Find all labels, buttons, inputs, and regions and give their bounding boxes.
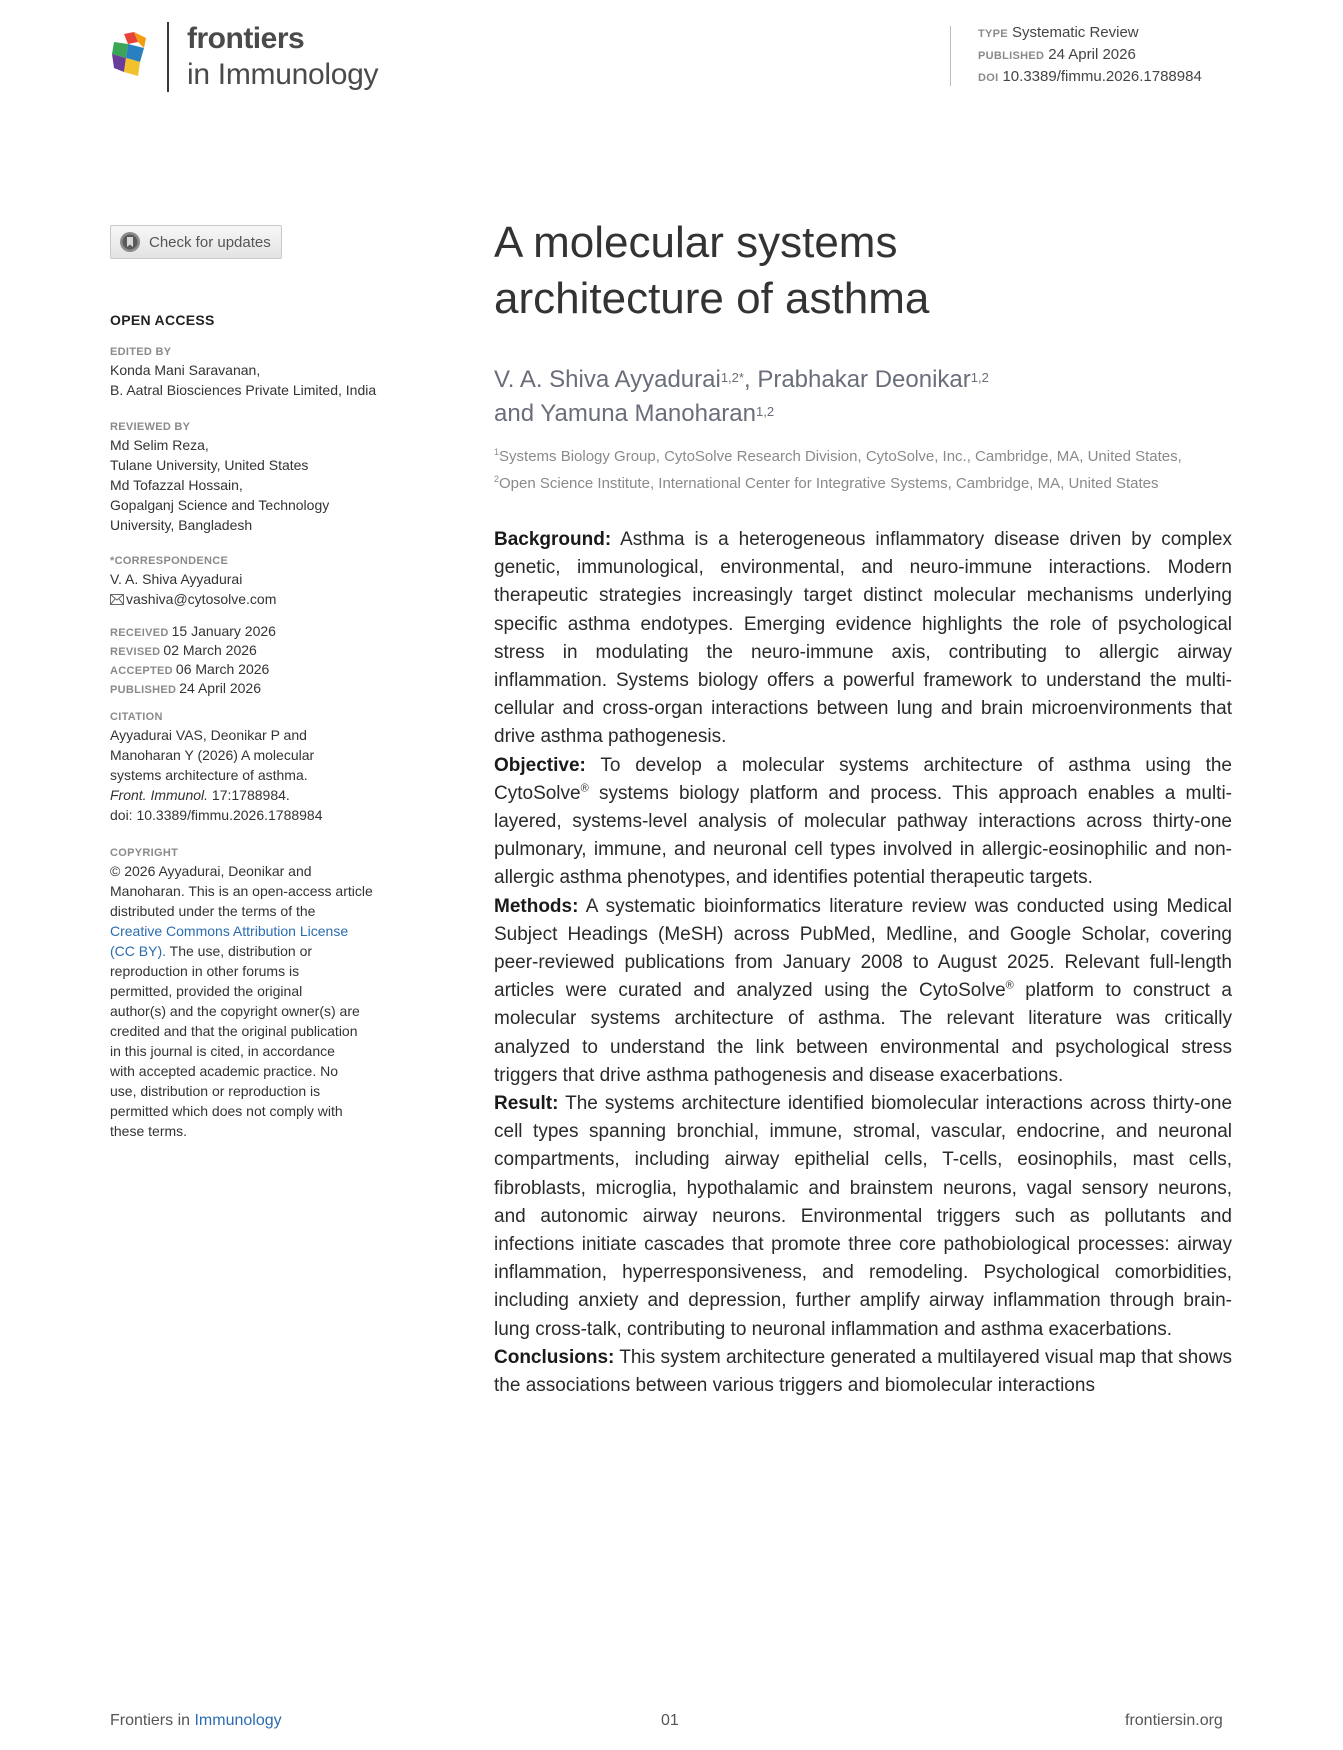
- meta-doi[interactable]: DOI 10.3389/fimmu.2026.1788984: [978, 68, 1202, 85]
- mail-icon: [110, 594, 124, 605]
- meta-type: TYPE Systematic Review: [978, 24, 1139, 41]
- reviewer-line: University, Bangladesh: [110, 517, 253, 533]
- copyright-section: COPYRIGHT © 2026 Ayyadurai, Deonikar and Manoharan. This is an open-access article distributed under the terms of the Creative Commons Attribution License (CC BY). The use, distribution or reproduction in other forums is permitted, provided the original author(s) and the copyright owner(s) are credited and that the original publication in this journal is cited, in accordance with accepted academic practice. No use, distribution or reproduction is permitted which does not comply with these terms.: [110, 845, 430, 1141]
- date-received: RECEIVED 15 January 2026: [110, 623, 276, 639]
- abstract: [494, 526, 1232, 1400]
- reviewer-line: Tulane University, United States: [110, 457, 309, 473]
- open-access-label: OPEN ACCESS: [110, 312, 215, 328]
- citation-section: [110, 709, 430, 825]
- edited-by-section: [110, 344, 430, 400]
- check-updates-label: Check for updates: [149, 233, 271, 251]
- reviewer-line: Gopalganj Science and Technology: [110, 497, 330, 513]
- footer-journal: Frontiers in Immunology: [110, 1712, 282, 1729]
- date-revised: REVISED 02 March 2026: [110, 642, 257, 658]
- affiliations: [494, 441, 1254, 495]
- author-name: and Yamuna Manoharan: [494, 400, 756, 427]
- author-name: Prabhakar Deonikar: [757, 366, 971, 393]
- citation-line: Ayyadurai VAS, Deonikar P and: [110, 727, 307, 743]
- citation-line: Manoharan Y (2026) A molecular: [110, 747, 315, 763]
- footer-site-link[interactable]: frontiersin.org: [1125, 1712, 1223, 1729]
- abstract-background: Background: Asthma is a heterogeneous inflammatory disease driven by complex genetic, immunological, environmental, and neuro-immune interactions. Modern therapeutic strategies increasingly target distinct molecular mechanisms underlying specific asthma endotypes. Emerging evidence highlights the role of psychological stress in modulating the neuro-immune axis, contributing to allergic airway inflammation. Systems biology offers a powerful framework to understand the multi-cellular and cross-organ interactions between lung and brain microenvironments that drive asthma pathogenesis.: [494, 529, 1232, 748]
- copyright-label: COPYRIGHT: [110, 847, 179, 859]
- edited-by-label: EDITED BY: [110, 346, 172, 358]
- correspondence-name: V. A. Shiva Ayyadurai: [110, 571, 243, 587]
- reviewed-by-label: REVIEWED BY: [110, 421, 191, 433]
- abstract-result: Result: The systems architecture identified biomolecular interactions across thirty-one cell types spanning bronchial, immune, stromal, vascular, endocrine, and neuronal compartments, including airway epithelial cells, T-cells, eosinophils, mast cells, fibroblasts, microglia, hypothalamic and brainstem neurons, vagal sensory neurons, and autonomic airway neurons. Environmental triggers such as pollutants and infections initiate cascades that promote three core pathobiological processes: airway inflammation, hyperresponsiveness, and remodeling. Psychological comorbidities, including anxiety and depression, further amplify airway inflammation through brain-lung cross-talk, contributing to neuronal inflammation and asthma exacerbations.: [494, 1093, 1233, 1340]
- citation-journal-line: Front. Immunol. 17:1788984.: [110, 787, 290, 803]
- affiliation: $^1$Systems Biology Group, CytoSolve Research Division, CytoSolve, Inc., Cambridge, MA, United States,: [494, 447, 1182, 465]
- meta-published: PUBLISHED 24 April 2026: [978, 46, 1136, 63]
- article-title: A molecular systems architecture of asthma: [494, 218, 930, 323]
- author-list: V. A. Shiva Ayyadurai$^{1,2*}$, Prabhakar Deonikar$^{1,2}$ and Yamuna Manoharan$^{1,2}$: [494, 366, 989, 427]
- date-published: PUBLISHED 24 April 2026: [110, 680, 261, 696]
- author-name: V. A. Shiva Ayyadurai: [494, 366, 721, 393]
- frontiers-logo: [110, 32, 150, 80]
- cc-by-link[interactable]: (CC BY).: [110, 943, 166, 959]
- meta-divider: [950, 26, 951, 86]
- date-accepted: ACCEPTED 06 March 2026: [110, 661, 270, 677]
- citation-line: systems architecture of asthma.: [110, 767, 308, 783]
- correspondence-section: [110, 553, 430, 609]
- brand-name: frontiers: [187, 22, 305, 55]
- citation-label: CITATION: [110, 711, 163, 723]
- correspondence-email[interactable]: vashiva@cytosolve.com: [110, 589, 430, 609]
- citation-doi[interactable]: doi: 10.3389/fimmu.2026.1788984: [110, 807, 323, 823]
- reviewer-line: Md Tofazzal Hossain,: [110, 477, 243, 493]
- page-number: 01: [661, 1712, 679, 1729]
- check-for-updates-button[interactable]: [110, 225, 282, 259]
- editor-line: Konda Mani Saravanan,: [110, 362, 261, 378]
- brand-divider: [167, 22, 169, 92]
- editor-line: B. Aatral Biosciences Private Limited, India: [110, 382, 377, 398]
- correspondence-label: *CORRESPONDENCE: [110, 555, 229, 567]
- check-updates-icon: [119, 231, 141, 253]
- abstract-methods: Methods: A systematic bioinformatics literature review was conducted using Medical Subject Headings (MeSH) across PubMed, Medline, and Google Scholar, covering peer-reviewed publications from January 2008 to August 2025. Relevant full-length articles were curated and analyzed using the CytoSolve® platform to construct a molecular systems architecture of asthma. The relevant literature was critically analyzed to understand the link between environmental and psychological stress triggers that drive asthma pathogenesis and disease exacerbations.: [494, 895, 1233, 1086]
- reviewer-line: Md Selim Reza,: [110, 437, 209, 453]
- cc-license-link[interactable]: Creative Commons Attribution License: [110, 923, 349, 939]
- affiliation: $^2$Open Science Institute, International Center for Integrative Systems, Cambridge, MA, United States: [494, 474, 1159, 492]
- dates-section: [110, 623, 430, 699]
- abstract-conclusions: Conclusions: This system architecture generated a multilayered visual map that shows the associations between various triggers and biomolecular interactions: [494, 1346, 1233, 1397]
- reviewed-by-section: [110, 419, 430, 535]
- journal-name: in Immunology: [187, 58, 379, 91]
- abstract-objective: Objective: To develop a molecular systems architecture of asthma using the CytoSolve® systems biology platform and process. This approach enables a multi-layered, systems-level analysis of molecular pathway interactions across thirty-one pulmonary, immune, and neuronal cell types involved in allergic-eosinophilic and non-allergic asthma phenotypes, and identifies potential therapeutic targets.: [494, 754, 1233, 889]
